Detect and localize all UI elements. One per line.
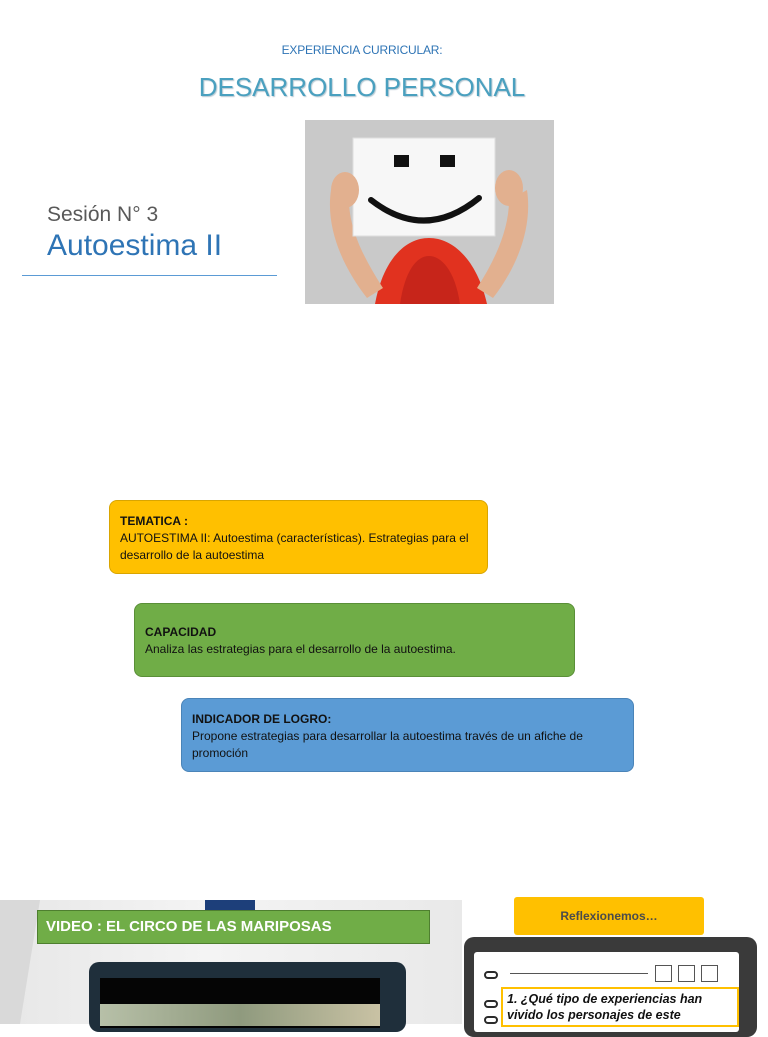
reflexionemos-button[interactable]: Reflexionemos… bbox=[514, 897, 704, 935]
checkbox-square bbox=[701, 965, 718, 982]
binder-ring-icon bbox=[484, 971, 498, 979]
session-number: Sesión N° 3 bbox=[47, 203, 159, 226]
tematica-box bbox=[109, 500, 488, 574]
course-kicker: EXPERIENCIA CURRICULAR: bbox=[281, 43, 443, 57]
capacidad-box bbox=[134, 603, 575, 677]
indicador-text: Propone estrategias para desarrollar la autoestima través de un afiche de promoción bbox=[192, 729, 583, 760]
tematica-heading: TEMATICA : bbox=[120, 514, 188, 528]
checkbox-square bbox=[678, 965, 695, 982]
course-title: DESARROLLO PERSONAL bbox=[198, 72, 526, 102]
reflection-question: 1. ¿Qué tipo de experiencias han vivido los personajes de este bbox=[501, 987, 739, 1027]
indicador-box bbox=[181, 698, 634, 772]
capacidad-heading: CAPACIDAD bbox=[145, 625, 217, 639]
video-title-label: VIDEO : EL CIRCO DE LAS MARIPOSAS bbox=[37, 910, 430, 944]
smiley-illustration bbox=[305, 120, 554, 304]
checkbox-square bbox=[655, 965, 672, 982]
binder-ring-icon bbox=[484, 1000, 498, 1008]
tematica-text: AUTOESTIMA II: Autoestima (características). Estrategias para el desarrollo de la autoestima bbox=[120, 531, 469, 562]
binder-ring-icon bbox=[484, 1016, 498, 1024]
left-eye bbox=[394, 155, 409, 167]
title-divider bbox=[22, 275, 277, 276]
indicador-heading: INDICADOR DE LOGRO: bbox=[192, 712, 332, 726]
session-topic: Autoestima II bbox=[47, 229, 223, 262]
notebook-header-line bbox=[510, 973, 648, 974]
right-eye bbox=[440, 155, 455, 167]
smiley-face-photo bbox=[305, 120, 554, 304]
video-thumbnail bbox=[100, 1004, 380, 1026]
capacidad-text: Analiza las estrategias para el desarrollo de la autoestima. bbox=[145, 642, 456, 656]
